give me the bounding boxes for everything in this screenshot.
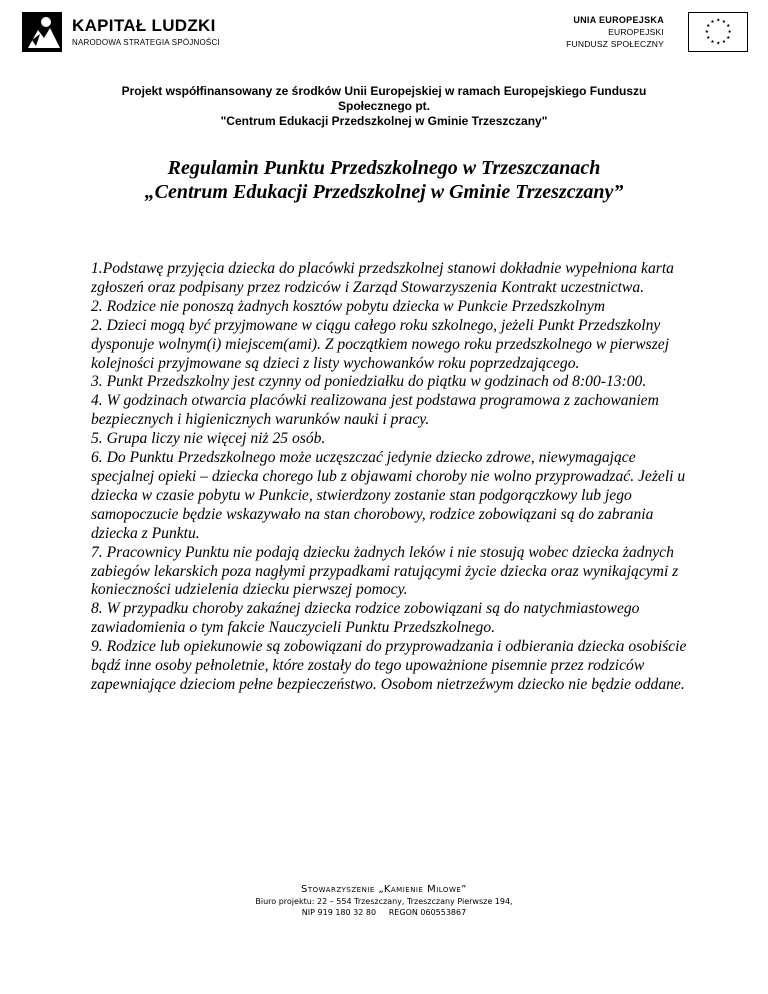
eu-logo-text bbox=[566, 14, 664, 50]
eu-logo bbox=[508, 12, 748, 58]
eu-logo-line2: FUNDUSZ SPOŁECZNY bbox=[566, 39, 664, 49]
rule-item: 2. Dzieci mogą być przyjmowane w ciągu całego roku szkolnego, jeżeli Punkt Przedszkolny dysponuje wolnym(i) miejscem(ami). Z początkiem nowego roku przedszkolnego w pierwszej kolejności przyjmowane są dzieci z listy wychowanków roku poprzedzającego. bbox=[91, 316, 670, 372]
svg-text:★: ★ bbox=[716, 41, 721, 47]
rule-item: 7. Pracownicy Punktu nie podają dziecku żadnych leków i nie stosują wobec dziecka żadnych zabiegów lekarskich poza nagłymi przypadkami ratującymi życie dziecka oraz wynikającymi z konieczności udzielenia dziecku pierwszej pomocy. bbox=[91, 543, 679, 599]
page-header bbox=[0, 0, 768, 70]
kapital-ludzki-subtitle: NARODOWA STRATEGIA SPÓJNOŚCI bbox=[72, 38, 220, 47]
kapital-ludzki-emblem-icon bbox=[20, 10, 66, 54]
svg-text:★: ★ bbox=[726, 23, 731, 29]
document-title-line2: „Centrum Edukacji Przedszkolnej w Gminie Trzeszczany” bbox=[144, 181, 624, 203]
svg-text:★: ★ bbox=[710, 19, 715, 25]
kapital-ludzki-logo bbox=[20, 10, 240, 54]
rule-item: 9. Rodzice lub opiekunowie są zobowiązani do przyprowadzania i odbierania dziecka osobiście bądź inne osoby pełnoletnie, które zostały do tego upoważnione pisemnie przez rodziców zapewniające dzieciom pełne bezpieczeństwo. Osobom nietrzeźwym dziecko nie będzie oddane. bbox=[91, 638, 687, 693]
project-note-line1: Projekt współfinansowany ze środków Unii Europejskiej w ramach Europejskiego Funduszu bbox=[121, 84, 647, 98]
svg-text:★: ★ bbox=[706, 23, 711, 29]
svg-text:★: ★ bbox=[704, 29, 709, 35]
regulations-list bbox=[91, 260, 691, 695]
eu-flag-icon bbox=[688, 12, 748, 52]
footer-organization: Stowarzyszenie „Kamienie Milowe” bbox=[301, 884, 467, 895]
project-note-line3: "Centrum Edukacji Przedszkolnej w Gminie Trzeszczany" bbox=[220, 114, 548, 128]
eu-logo-title: UNIA EUROPEJSKA bbox=[573, 15, 664, 25]
rule-item: 4. W godzinach otwarcia placówki realizowana jest podstawa programowa z zachowaniem bezpiecznych i higienicznych warunków nauki i pracy. bbox=[91, 392, 659, 429]
footer-ids: NIP 919 180 32 80 REGON 060553867 bbox=[301, 908, 467, 917]
rule-item: 8. W przypadku choroby zakaźnej dziecka rodzice zobowiązani są do natychmiastowego zawiadomienia o tym fakcie Nauczycieli Punktu Przedszkolnego. bbox=[91, 600, 640, 637]
svg-text:★: ★ bbox=[726, 36, 731, 42]
svg-text:★: ★ bbox=[721, 39, 727, 45]
document-title bbox=[60, 156, 708, 204]
rule-item: 3. Punkt Przedszkolny jest czynny od poniedziałku do piątku w godzinach od 8:00-13:00. bbox=[91, 373, 647, 391]
rule-item: 2. Rodzice nie ponoszą żadnych kosztów pobytu dziecka w Punkcie Przedszkolnym bbox=[91, 297, 606, 315]
svg-text:★: ★ bbox=[721, 19, 727, 25]
rule-item: 1.Podstawę przyjęcia dziecka do placówki przedszkolnej stanowi dokładnie wypełniona karta zgłoszeń oraz podpisany przez rodziców i Zarząd Stowarzyszenia Kontrakt uczestnictwa. bbox=[91, 260, 674, 296]
rule-item: 6. Do Punktu Przedszkolnego może uczęszczać jedynie dziecko zdrowe, niewymagające specjalnej opieki – dziecka chorego lub z objawami choroby nie wolno przyprowadzać. Jeżeli u dziecka w czasie pobytu w Punkcie, stwierdzony zostanie stan podgorączkowy lub jego samopoczucie będzie wskazywało na stan chorobowy, rodzice zobowiązani są do zabrania dziecka z Punktu. bbox=[91, 449, 686, 542]
eu-logo-line1: EUROPEJSKI bbox=[608, 27, 664, 37]
project-cofinancing-note bbox=[80, 84, 688, 129]
footer-address: Biuro projektu: 22 – 554 Trzeszczany, Trzeszczany Pierwsze 194, bbox=[255, 896, 513, 906]
rule-item: 5. Grupa liczy nie więcej niż 25 osób. bbox=[91, 430, 326, 448]
page-footer bbox=[0, 884, 768, 919]
svg-text:★: ★ bbox=[706, 36, 711, 42]
svg-text:★: ★ bbox=[710, 39, 715, 45]
svg-text:★: ★ bbox=[716, 18, 721, 24]
svg-text:★: ★ bbox=[727, 29, 732, 35]
project-note-line2: Społecznego pt. bbox=[337, 99, 430, 113]
kapital-ludzki-title: KAPITAŁ LUDZKI bbox=[72, 16, 216, 35]
document-title-line1: Regulamin Punktu Przedszkolnego w Trzeszczanach bbox=[167, 157, 601, 179]
